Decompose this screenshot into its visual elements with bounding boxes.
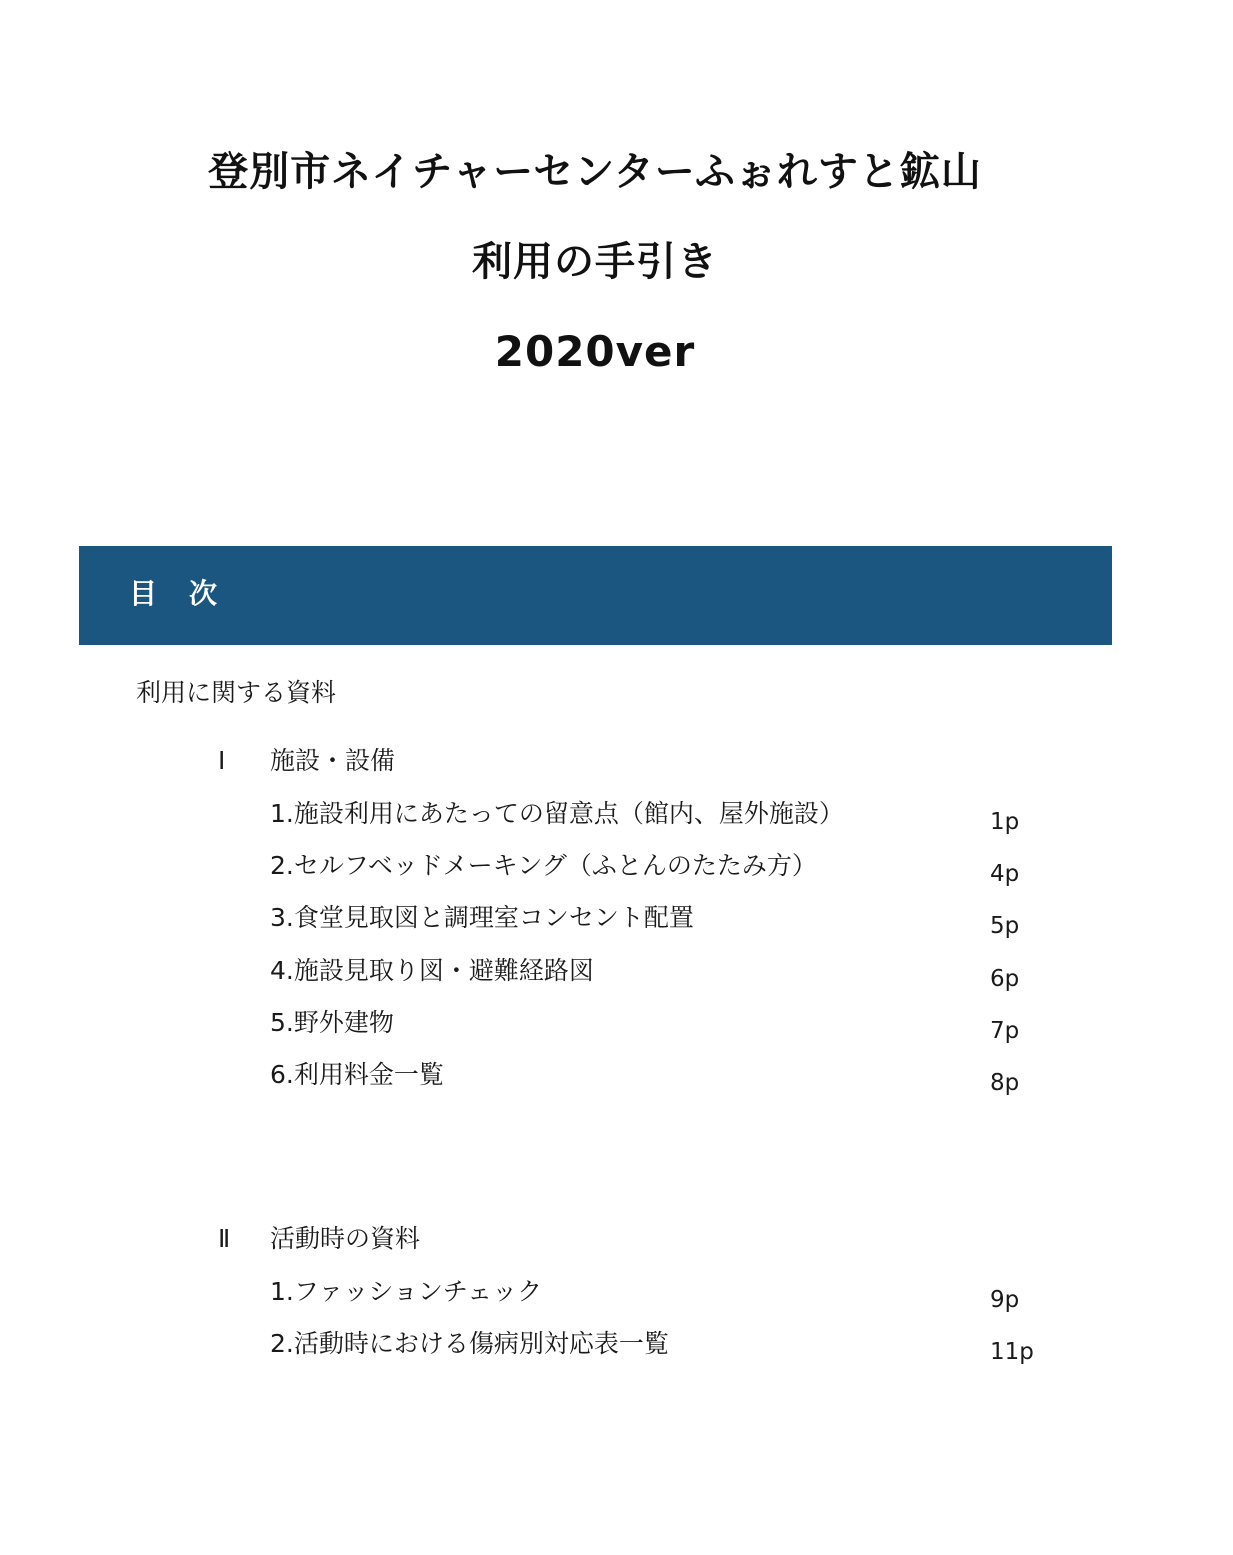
section-title: 活動時の資料: [270, 1224, 421, 1253]
toc-item-page: 5p: [990, 913, 1020, 939]
toc-banner: [79, 546, 1112, 645]
toc-item-label: 1.施設利用にあたっての留意点（館内、屋外施設）: [270, 799, 844, 828]
toc-item-page: 7p: [990, 1018, 1020, 1044]
toc-intro: 利用に関する資料: [136, 678, 337, 707]
toc-item-label: 1.ファッションチェック: [270, 1277, 543, 1306]
section-title: 施設・設備: [270, 746, 396, 775]
toc-item-label: 2.活動時における傷病別対応表一覧: [270, 1329, 669, 1358]
toc-heading: 目 次: [129, 577, 220, 610]
toc-item-page: 4p: [990, 861, 1020, 887]
toc-item-label: 5.野外建物: [270, 1008, 394, 1037]
section-numeral: Ⅱ: [218, 1224, 231, 1253]
toc-item-page: 6p: [990, 966, 1020, 992]
toc-item-label: 6.利用料金一覧: [270, 1060, 444, 1089]
toc-section-2-heading: [218, 1221, 420, 1257]
toc-item-page: 11p: [990, 1339, 1034, 1365]
document-version: 2020ver: [494, 327, 696, 376]
document-subtitle: 利用の手引き: [472, 239, 718, 285]
toc-section-1-heading: [218, 743, 395, 779]
toc-item-page: 9p: [990, 1287, 1020, 1313]
toc-item-label: 3.食堂見取図と調理室コンセント配置: [270, 903, 694, 932]
toc-item-label: 4.施設見取り図・避難経路図: [270, 956, 594, 985]
toc-item-page: 8p: [990, 1070, 1020, 1096]
section-numeral: Ⅰ: [218, 746, 226, 775]
document-title: 登別市ネイチャーセンターふぉれすと鉱山: [208, 149, 982, 195]
toc-item-page: 1p: [990, 809, 1020, 835]
toc-item-label: 2.セルフベッドメーキング（ふとんのたたみ方）: [270, 851, 817, 880]
